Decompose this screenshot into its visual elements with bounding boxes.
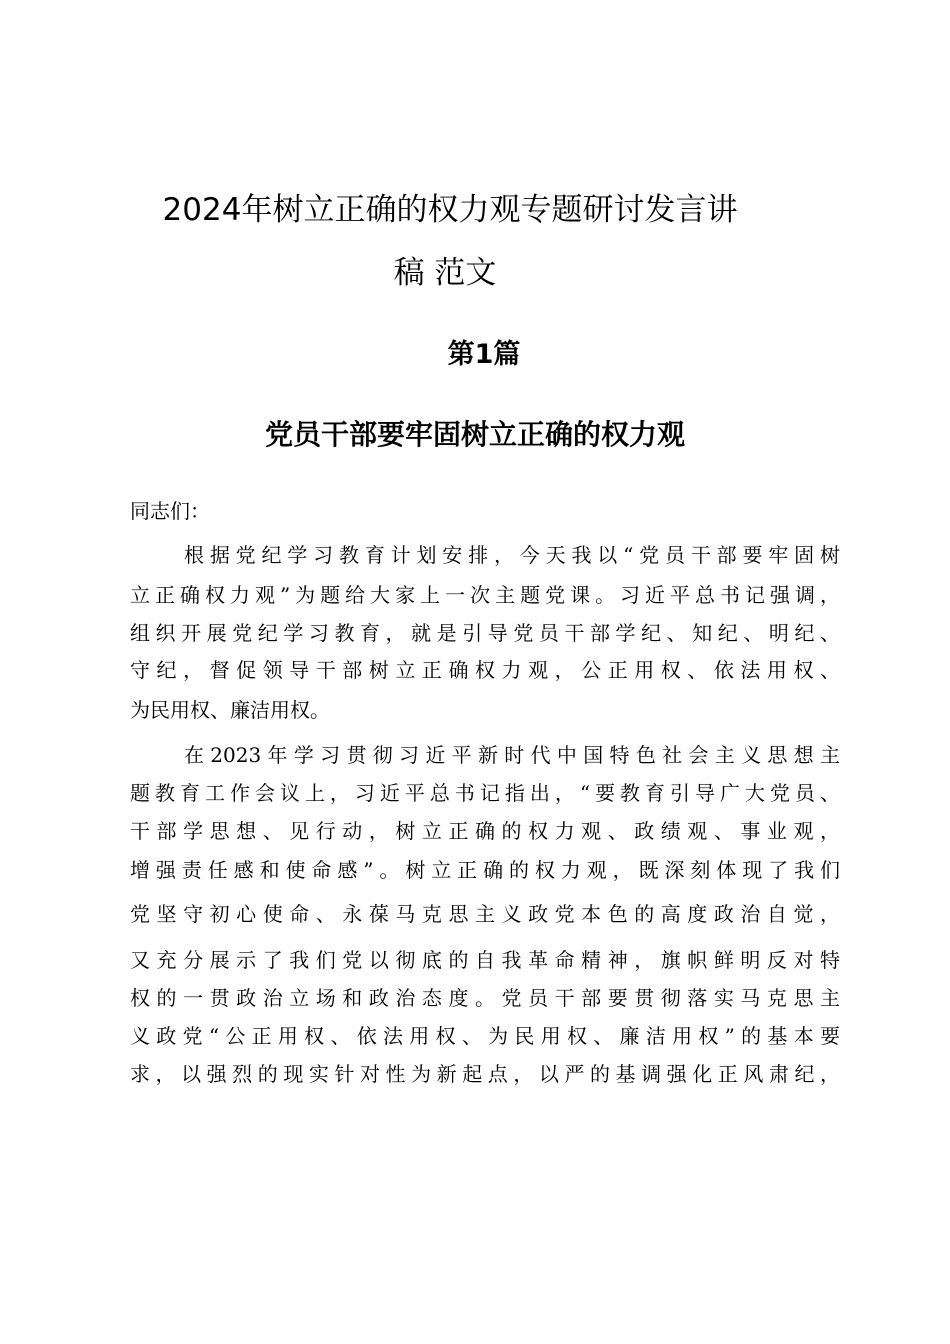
paragraph-2-line: 增强责任感和使命感”。树立正确的权力观，既深刻体现了我们 — [130, 858, 840, 882]
section-title: 党员干部要牢固树立正确的权力观 — [264, 418, 685, 451]
paragraph-2-line: 求，以强烈的现实针对性为新起点，以严的基调强化正风肃纪， — [130, 1062, 840, 1086]
paragraph-2-line: 权的一贯政治立场和政治态度。党员干部要贯彻落实马克思主 — [130, 986, 840, 1010]
paragraph-2-line: 党坚守初心使命、永葆马克思主义政党本色的高度政治自觉， — [130, 902, 840, 926]
paragraph-2-line: 又充分展示了我们党以彻底的自我革命精神，旗帜鲜明反对特 — [130, 948, 840, 972]
part-heading: 第1篇 — [447, 339, 521, 370]
paragraph-1-line: 根据党纪学习教育计划安排，今天我以“党员干部要牢固树 — [184, 543, 840, 567]
paragraph-1-line: 组织开展党纪学习教育，就是引导党员干部学纪、知纪、明纪、 — [130, 621, 840, 645]
paragraph-1-line: 立正确权力观”为题给大家上一次主题党课。习近平总书记强调， — [130, 583, 840, 607]
paragraph-2-line: 义政党“公正用权、依法用权、为民用权、廉洁用权”的基本要 — [130, 1024, 840, 1048]
paragraph-1-line: 为民用权、廉洁用权。 — [130, 698, 330, 722]
paragraph-2-line: 干部学思想、见行动，树立正确的权力观、政绩观、事业观， — [130, 819, 840, 843]
paragraph-2-line: 题教育工作会议上，习近平总书记指出，“要教育引导广大党员、 — [130, 781, 840, 805]
paragraph-1-line: 守纪，督促领导干部树立正确权力观，公正用权、依法用权、 — [130, 658, 840, 682]
document-title-line-1: 2024年树立正确的权力观专题研讨发言讲 — [162, 192, 738, 228]
salutation: 同志们： — [130, 499, 210, 523]
document-title-line-2: 稿 范文 — [393, 255, 497, 291]
paragraph-2-line: 在2023年学习贯彻习近平新时代中国特色社会主义思想主 — [184, 743, 840, 767]
